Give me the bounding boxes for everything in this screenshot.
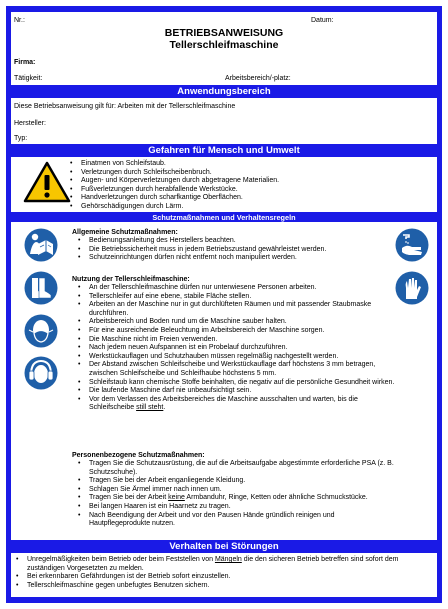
safety-boots-icon (24, 271, 58, 305)
list-item: • Nach jedem neuen Aufspannen ist ein Probelauf durchzuführen. (73, 344, 395, 353)
allgemein-list (73, 237, 393, 263)
list-item: • Einatmen von Schleifstaub. (65, 160, 435, 169)
section-heading-stoerungen: Verhalten bei Störungen (169, 541, 279, 552)
taetigkeit-label: Tätigkeit: (14, 75, 43, 82)
personen-list (73, 460, 395, 529)
schutzmassnahmen-panel (11, 222, 437, 540)
nutzung-list (73, 284, 395, 413)
stoerungen-panel (11, 553, 437, 597)
list-item: • Die Maschine nicht im Freien verwenden. (73, 336, 395, 345)
list-item: • Für eine ausreichende Beleuchtung im Arbeitsbereich der Maschine sorgen. (73, 327, 395, 336)
list-item: • Die Betriebssicherheit muss in jedem Betriebszustand gewährleistet werden. (73, 246, 393, 255)
list-item: • Tragen Sie die Schutzausrüstung, die auf die Arbeitsaufgabe abgestimmte erforderliche PSA (z. B. Schutzschuhe). (73, 460, 395, 477)
section-heading-schutzmassnahmen: Schutzmaßnahmen und Verhaltensregeln (152, 213, 296, 222)
list-item: • Tragen Sie bei der Arbeit enganliegende Kleidung. (73, 477, 395, 486)
list-item: • Arbeiten an der Maschine nur in gut durchlüfteten Räumen und mit passender Staubmaske durchführen. (73, 301, 395, 318)
personen-title: Personenbezogene Schutzmaßnahmen: (72, 452, 205, 459)
section-heading-anwendungsbereich: Anwendungsbereich (177, 86, 271, 97)
nr-label: Nr.: (14, 17, 25, 24)
anwendungsbereich-text: Diese Betriebsanweisung gilt für: Arbeiten mit der Tellerschleifmaschine (14, 103, 236, 110)
stoerungen-list (11, 556, 435, 590)
gefahren-panel (11, 157, 437, 212)
still-steht-link[interactable]: still steht (136, 404, 164, 412)
list-item: • Schleifstaub kann chemische Stoffe beinhalten, die negativ auf die persönliche Gesundheit wirken. (73, 379, 395, 388)
list-item-text: die den sicheren Betrieb betreffen sind sofort dem zuständigen Vorgesetzten zu melden. (27, 556, 399, 572)
list-item (11, 556, 435, 573)
list-item-text: . (163, 404, 166, 412)
maengeln-link[interactable]: Mängeln (214, 556, 242, 563)
list-item: • Tellerschleifmaschine gegen unbefugtes Benutzen sichern. (11, 582, 435, 591)
list-item: • Der Abstand zwischen Schleifscheibe und Werkstückauflage darf höchstens 3 mm betragen, zwischen Schleifscheibe und Schleifhaube höchstens 5 mm. (73, 361, 395, 378)
anwendungsbereich-panel (11, 98, 437, 144)
list-item (73, 494, 395, 503)
firma-label: Firma: (14, 59, 36, 66)
ear-protection-icon (24, 356, 58, 390)
page-title: BETRIEBSANWEISUNG (164, 27, 284, 39)
betriebsanweisung-frame (6, 6, 442, 603)
list-item: • Bei langen Haaren ist ein Haarnetz zu tragen. (73, 503, 395, 512)
hersteller-label: Hersteller: (14, 120, 46, 127)
arbeitsbereich-label: Arbeitsbereich/-platz: (225, 75, 291, 82)
list-item-text: Armbanduhr, Ringe, Ketten oder ähnliche Schmuckstücke. (184, 494, 368, 502)
read-manual-icon (24, 228, 58, 262)
list-item: • Verletzungen durch Schleifscheibenbruch. (65, 169, 435, 178)
list-item: • Bei erkennbaren Gefährdungen ist der Betrieb sofort einzustellen. (11, 573, 435, 582)
wash-hands-icon (395, 228, 429, 262)
gloves-icon (395, 271, 429, 305)
list-item: • Schlagen Sie Ärmel immer nach innen um. (73, 486, 395, 495)
warning-triangle-icon (23, 161, 71, 203)
list-item: • Fußverletzungen durch herabfallende Werkstücke. (65, 186, 435, 195)
list-item: • Nach Beendigung der Arbeit und vor den Pausen Hände gründlich reinigen und Hautpflegeprodukte nutzen. (73, 512, 395, 529)
list-item-text: Vor dem Verlassen des Arbeitsbereiches die Maschine ausschalten und warten, bis die Schleifscheibe (89, 395, 358, 412)
datum-label: Datum: (311, 17, 334, 24)
header-panel (11, 12, 437, 85)
list-item: • Die laufende Maschine darf nie unbeaufsichtigt sein. (73, 387, 395, 396)
list-item (73, 396, 395, 413)
list-item: • Augen- und Körperverletzungen durch abgetragene Materialien. (65, 177, 435, 186)
gefahren-list (65, 160, 435, 212)
list-item: • Arbeitsbereich und Boden rund um die Maschine sauber halten. (73, 318, 395, 327)
list-item: • Schutzeinrichtungen dürfen nicht entfernt noch manipuliert werden. (73, 254, 393, 263)
list-item: • Bedienungsanleitung des Herstellers beachten. (73, 237, 393, 246)
section-heading-gefahren: Gefahren für Mensch und Umwelt (148, 145, 300, 156)
list-item: • Tellerschleifer auf eine ebene, stabile Fläche stellen. (73, 293, 395, 302)
dust-mask-icon (24, 314, 58, 348)
page-subtitle: Tellerschleifmaschine (169, 39, 279, 51)
list-item: • Handverletzungen durch scharfkantige Oberflächen. (65, 194, 435, 203)
typ-label: Typ: (14, 135, 28, 142)
keine-link[interactable]: keine (168, 494, 185, 502)
list-item: • An der Tellerschleifmaschine dürfen nur unterwiesene Personen arbeiten. (73, 284, 395, 293)
allgemein-title: Allgemeine Schutzmaßnahmen: (72, 229, 178, 236)
nutzung-title: Nutzung der Tellerschleifmaschine: (72, 276, 190, 283)
list-item-text: Unregelmäßigkeiten beim Betrieb oder beim Feststellen von (27, 556, 215, 563)
list-item: • Werkstückauflagen und Schutzhauben müssen regelmäßig nachgestellt werden. (73, 353, 395, 362)
list-item: • Gehörschädigungen durch Lärm. (65, 203, 435, 212)
list-item-text: Tragen Sie bei der Arbeit (89, 494, 169, 502)
